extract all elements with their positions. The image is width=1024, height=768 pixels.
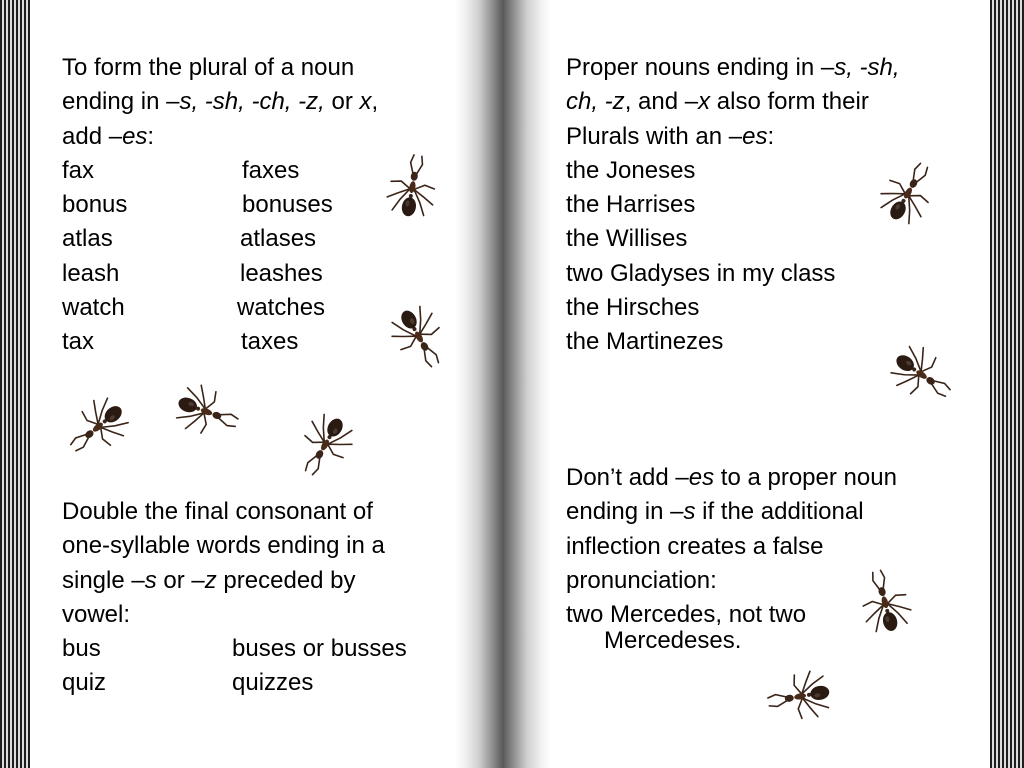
rule-line: Proper nouns ending in –s, -sh, — [566, 54, 900, 81]
rule-line: ending in –s if the additional — [566, 498, 864, 526]
ant-icon — [62, 380, 146, 464]
plural-rule-double-consonant — [62, 495, 407, 701]
rule-line: vowel: — [62, 600, 131, 628]
example-row: bonus bonuses — [62, 191, 333, 219]
rule-line: To form the plural of a noun — [62, 54, 355, 81]
plural-rule-exception — [566, 461, 897, 656]
example-row: bus buses or busses — [62, 635, 407, 663]
example-row: atlas atlases — [62, 225, 317, 253]
example-row: quiz quizzes — [62, 669, 314, 697]
example-row: watch watches — [62, 294, 326, 322]
plural-rule-es — [62, 51, 378, 360]
examples-double-list — [62, 632, 407, 701]
rule-line: Plurals with an –es: — [566, 122, 775, 150]
ant-icon — [157, 367, 241, 451]
ant-icon — [376, 150, 446, 240]
ant-icon — [873, 328, 957, 412]
ant-icon — [864, 160, 944, 240]
left-page-edge-stripes — [0, 0, 30, 768]
example-line: two Mercedes, not two — [566, 601, 807, 629]
ant-icon — [375, 290, 455, 370]
plural-rule-proper-nouns — [566, 51, 900, 360]
ant-icon — [287, 396, 371, 480]
book-spine-shadow — [455, 0, 551, 768]
example-row: leash leashes — [62, 259, 323, 287]
rule-line: single –s or –z preceded by — [62, 566, 356, 594]
example-line-continued: Mercedeses. — [604, 627, 742, 655]
rule-line: ch, -z, and –x also form their — [566, 88, 869, 116]
rule-line: inflection creates a false — [566, 532, 824, 560]
rule-line: one-syllable words ending in a — [62, 532, 385, 560]
example-row: fax faxes — [62, 156, 300, 184]
rule-line: Don’t add –es to a proper noun — [566, 464, 897, 491]
example-item: the Hirsches — [566, 294, 700, 322]
example-item: the Martinezes — [566, 328, 724, 356]
right-page-edge-stripes — [990, 0, 1024, 768]
example-item: the Joneses — [566, 156, 696, 184]
example-item: the Harrises — [566, 191, 696, 219]
example-item: two Gladyses in my class — [566, 259, 836, 287]
example-row: tax taxes — [62, 328, 299, 356]
example-item: the Willises — [566, 225, 688, 253]
ant-icon — [852, 568, 922, 652]
rule-line: Double the final consonant of — [62, 498, 373, 525]
rule-line: ending in –s, -sh, -ch, -z, or x, — [62, 88, 379, 116]
rule-line: pronunciation: — [566, 566, 717, 594]
examples-proper-list — [566, 154, 900, 360]
rule-line: add –es: — [62, 122, 155, 150]
ant-icon — [766, 660, 850, 730]
examples-es-list — [62, 154, 378, 360]
